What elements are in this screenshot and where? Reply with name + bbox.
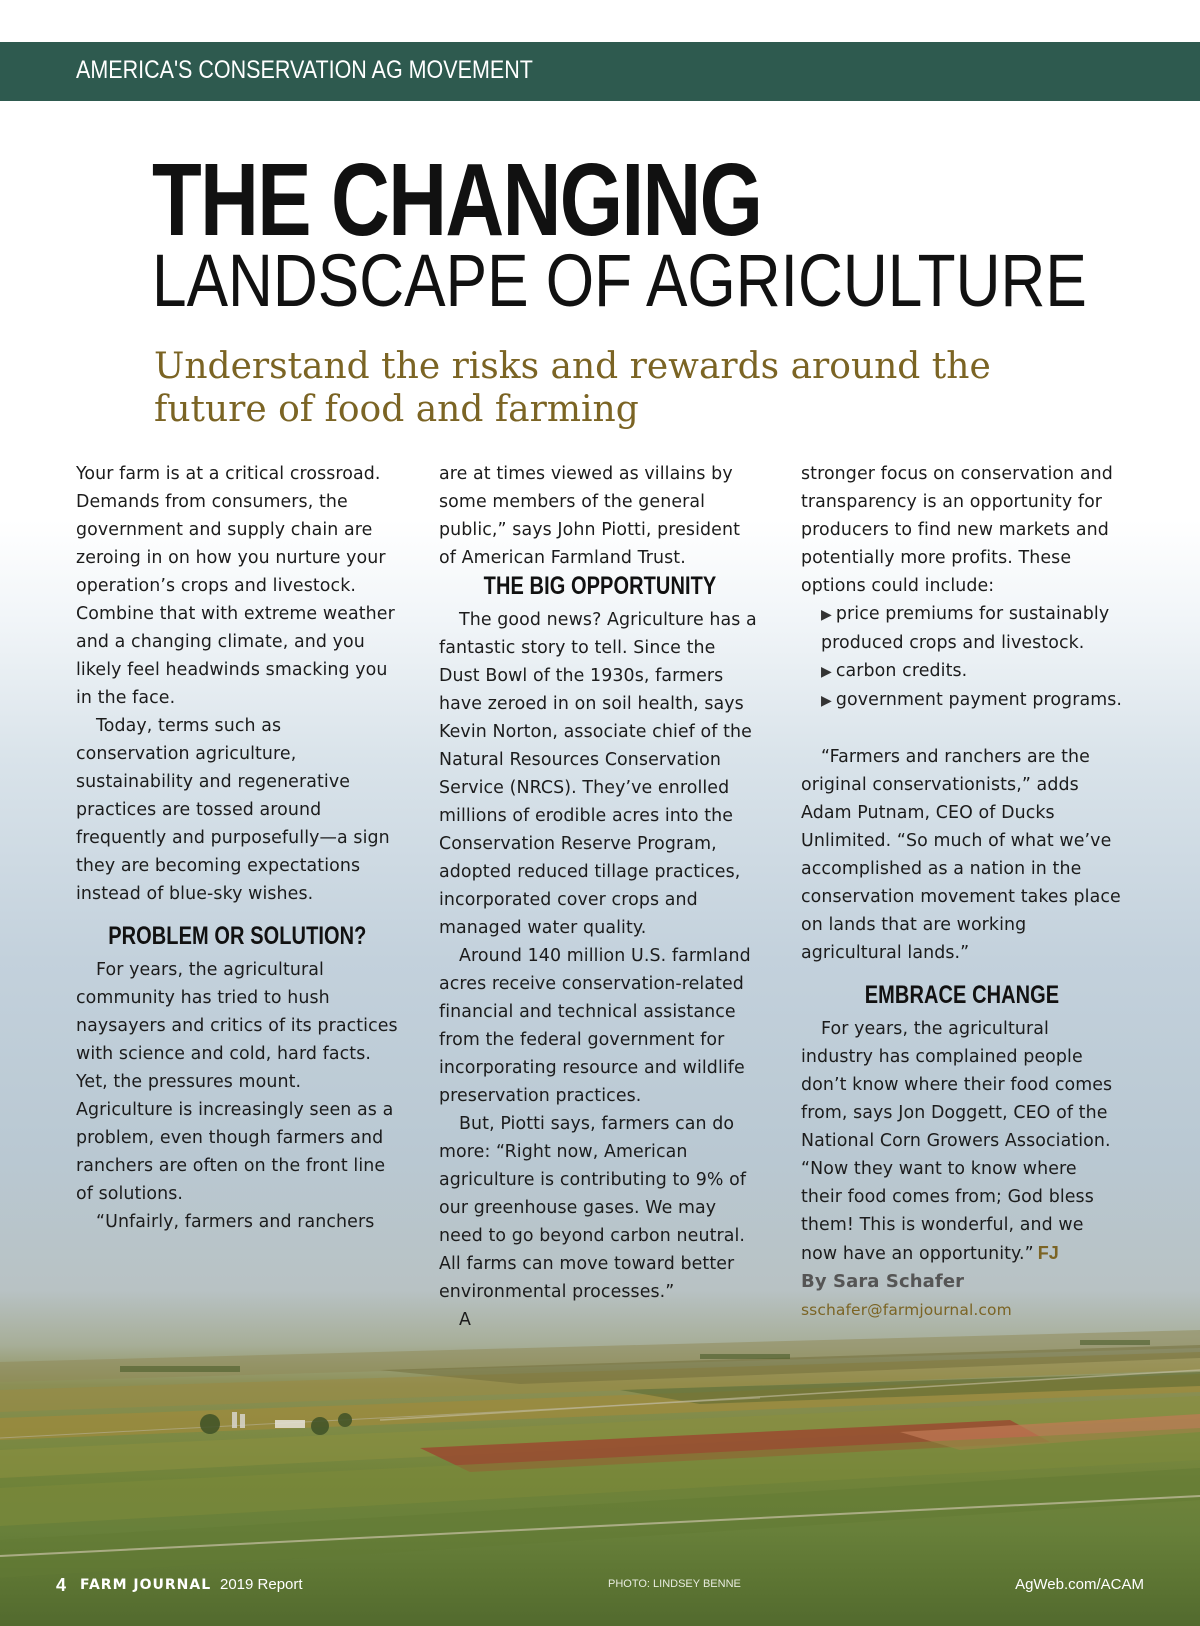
article-column-2	[439, 460, 761, 1334]
bullet-item	[801, 600, 1123, 657]
paragraph: Around 140 million U.S. farmland acres receive conservation-related financial and technical assistance from the federal government for incorporating resource and wildlife preservation practices.	[439, 946, 751, 1106]
author-email[interactable]: sschafer@farmjournal.com	[801, 1301, 1012, 1319]
paragraph: “Farmers and ranchers are the original conservationists,” adds Adam Putnam, CEO of Ducks Unlimited. “So much of what we’ve accomplished as a nation in the conservation movement takes place on lands that are working agricultural lands.”	[801, 747, 1121, 963]
author-byline: By Sara Schafer	[801, 1271, 965, 1292]
report-label: 2019 Report	[220, 1576, 303, 1593]
magazine-name: FARM JOURNAL	[80, 1577, 212, 1593]
section-heading: THE BIG OPPORTUNITY	[483, 572, 717, 600]
footer-url[interactable]: AgWeb.com/ACAM	[1015, 1576, 1144, 1593]
page-number: 4	[56, 1575, 67, 1595]
paragraph	[801, 1015, 1123, 1268]
bullet-text: government payment programs.	[835, 690, 1123, 710]
headline-line-1: THE CHANGING	[152, 142, 762, 257]
section-heading: PROBLEM OR SOLUTION?	[108, 922, 367, 950]
triangle-bullet-icon: ▶	[821, 607, 832, 623]
page-footer	[0, 1575, 1200, 1605]
section-heading: EMBRACE CHANGE	[864, 981, 1060, 1009]
paragraph: A	[459, 1310, 471, 1330]
paragraph-continued: stronger focus on conservation and transparency is an opportunity for producers to find new markets and potentially more profits. These options could include:	[801, 464, 1113, 596]
subheadline: Understand the risks and rewards around the future of food and farming	[154, 346, 991, 430]
end-mark: FJ	[1037, 1243, 1059, 1263]
paragraph: Today, terms such as conservation agriculture, sustainability and regenerative practices are tossed around frequently and purposefully—a sign they are becoming expectations instead of blue-sky wishes.	[76, 716, 390, 904]
article-column-1	[76, 460, 398, 1236]
photo-credit: PHOTO: LINDSEY BENNE	[608, 1578, 741, 1590]
bullet-item	[801, 686, 1123, 715]
paragraph: “Unfairly, farmers and ranchers	[96, 1212, 375, 1232]
section-label: AMERICA'S CONSERVATION AG MOVEMENT	[76, 56, 533, 84]
section-banner	[0, 42, 1200, 101]
triangle-bullet-icon: ▶	[821, 693, 832, 709]
triangle-bullet-icon: ▶	[821, 664, 832, 680]
paragraph-text: For years, the agricultural industry has complained people don’t know where their food comes from, says Jon Doggett, CEO of the National Corn Growers Association. “Now they want to know where their food comes from; God bless them! This is wonderful, and we now have an opportunity.”	[801, 1019, 1113, 1264]
paragraph: Your farm is at a critical crossroad. Demands from consumers, the government and supply chain are zeroing in on how you nurture your operation’s crops and livestock. Combine that with extreme weather and a changing climate, and you likely feel headwinds smacking you in the face.	[76, 464, 395, 708]
headline-line-2: LANDSCAPE OF AGRICULTURE	[152, 239, 1087, 322]
paragraph-continued: are at times viewed as villains by some members of the general public,” says John Piotti, president of American Farmland Trust.	[439, 464, 741, 568]
paragraph: For years, the agricultural community has tried to hush naysayers and critics of its practices with science and cold, hard facts. Yet, the pressures mount. Agriculture is increasingly seen as a problem, even though farmers and ranchers are often on the front line of solutions.	[76, 960, 398, 1204]
paragraph: But, Piotti says, farmers can do more: “Right now, American agriculture is contributing to 9% of our greenhouse gases. We may need to go beyond carbon neutral. All farms can move toward better environmental processes.”	[439, 1114, 747, 1302]
bullet-text: price premiums for sustainably produced crops and livestock.	[821, 604, 1110, 653]
bullet-text: carbon credits.	[835, 661, 968, 681]
bullet-item	[801, 657, 1123, 686]
article-column-3	[801, 460, 1123, 1324]
paragraph: The good news? Agriculture has a fantastic story to tell. Since the Dust Bowl of the 1930s, farmers have zeroed in on soil health, says Kevin Norton, associate chief of the Natural Resources Conservation Service (NRCS). They’ve enrolled millions of erodible acres into the Conservation Reserve Program, adopted reduced tillage practices, incorporated cover crops and managed water quality.	[439, 610, 757, 938]
